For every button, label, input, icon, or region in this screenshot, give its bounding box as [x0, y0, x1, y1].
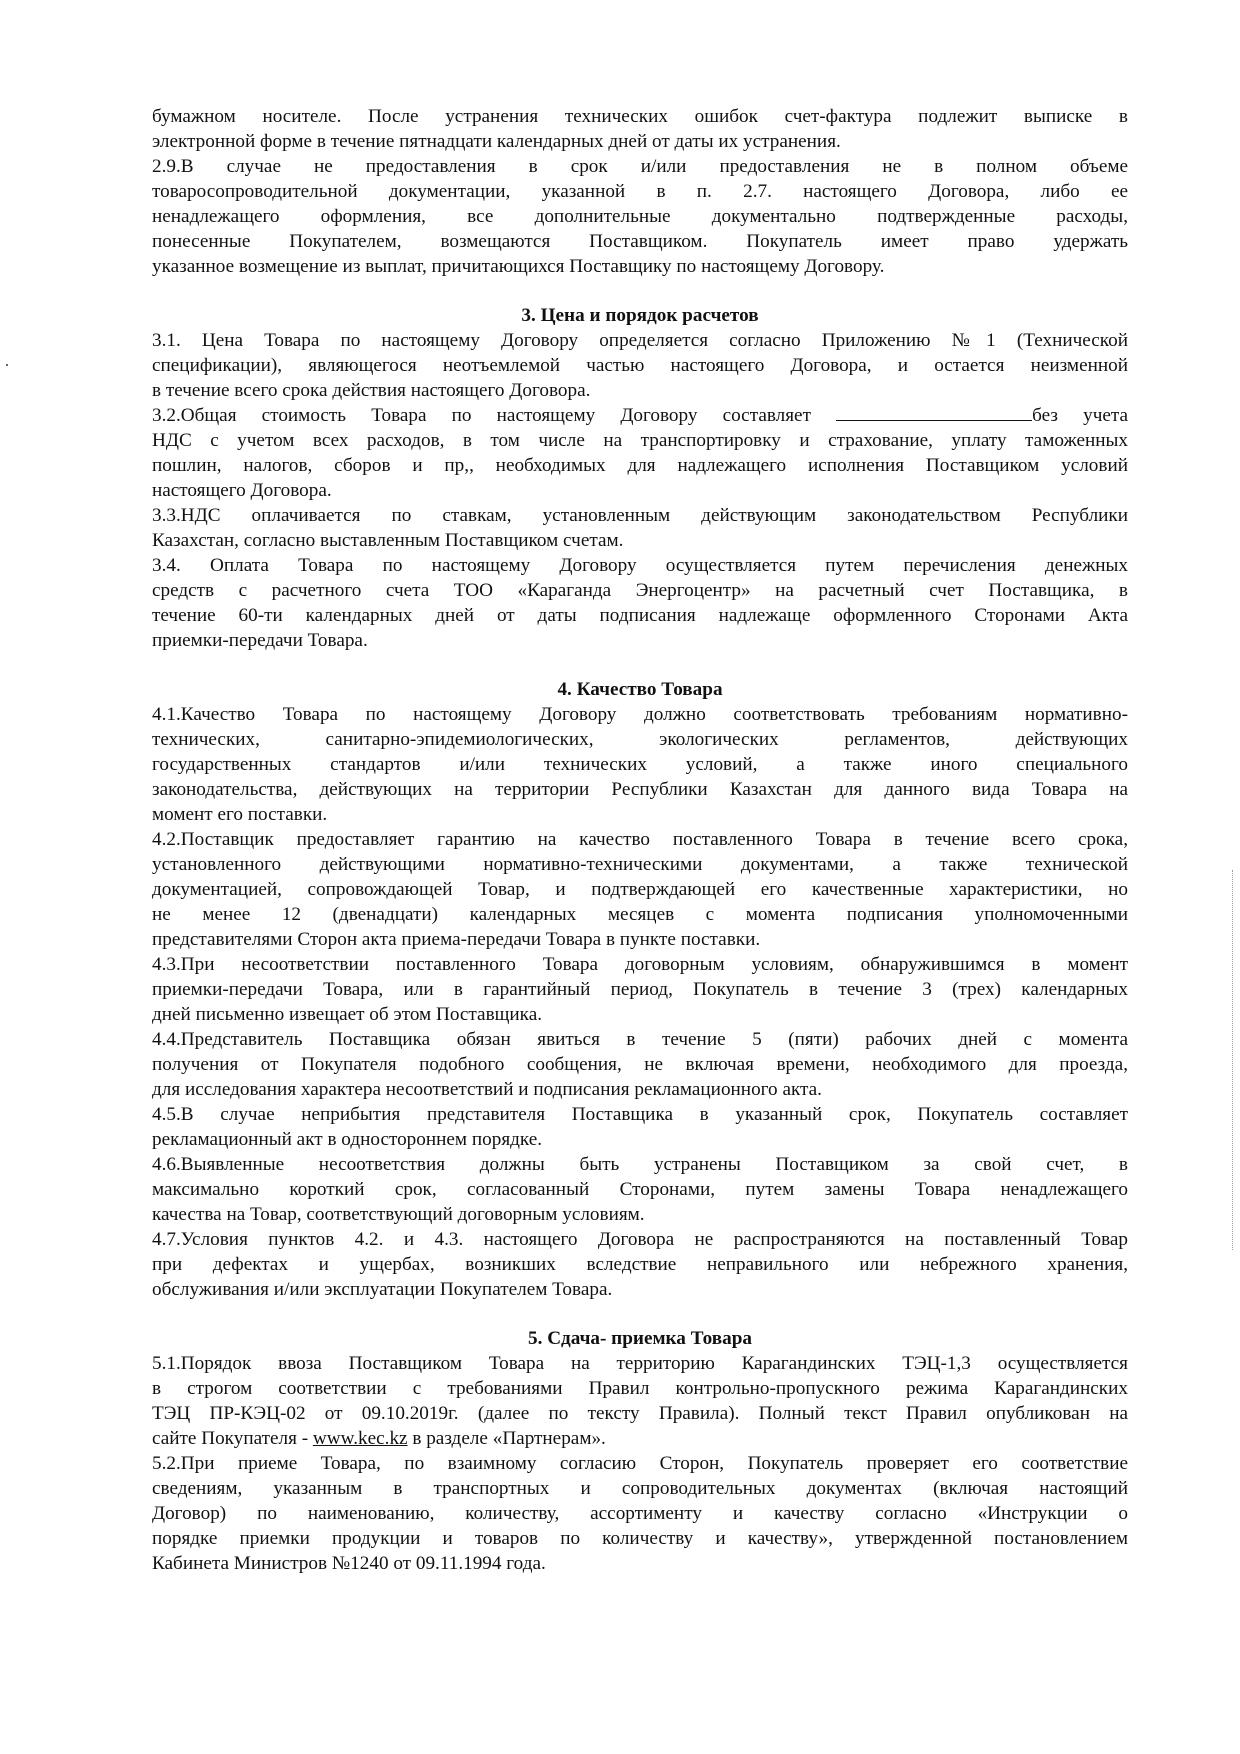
text-line: приемки-передачи Товара, или в гарантийный период, Покупатель в течение 3 (трех) календарных [152, 979, 1128, 1000]
text-line: указанное возмещение из выплат, причитающихся Поставщику по настоящему Договору. [152, 256, 885, 277]
text-line: дней письменно извещает об этом Поставщика. [152, 1004, 543, 1025]
text-line: приемки-передачи Товара. [152, 630, 368, 651]
section-spacer [152, 279, 1128, 303]
amount-blank-field [836, 404, 1032, 421]
text-line: момент его поставки. [152, 804, 328, 825]
text-line: настоящего Договора. [152, 480, 332, 501]
text-line: рекламационный акт в одностороннем порядке. [152, 1129, 543, 1150]
paragraph-4-6 [152, 1152, 1128, 1227]
section-heading-4: 4. Качество Товара [557, 679, 723, 700]
scan-edge-artifact [1232, 870, 1233, 1250]
text-line: ТЭЦ ПР-КЭЦ-02 от 09.10.2019г. (далее по тексту Правила). Полный текст Правил опубликован на [152, 1403, 1128, 1424]
text-line: обслуживания и/или эксплуатации Покупателем Товара. [152, 1279, 613, 1300]
paragraph-3-2 [152, 403, 1128, 503]
section-heading-5: 5. Сдача- приемка Товара [528, 1328, 752, 1349]
text-line: установленного действующими нормативно-техническими документами, а также технической [152, 854, 1128, 875]
text-line: государственных стандартов и/или технических условий, а также иного специального [152, 754, 1128, 775]
text-line: Договор) по наименованию, количеству, ассортименту и качеству согласно «Инструкции о [152, 1503, 1128, 1524]
paragraph-4-2 [152, 827, 1128, 952]
paragraph-4-1 [152, 702, 1128, 827]
text-line-with-link [152, 1426, 1128, 1451]
text-line: 3.1. Цена Товара по настоящему Договору определяется согласно Приложению №1 (Технической [152, 330, 1128, 351]
text-line: ненадлежащего оформления, все дополнительные документально подтвержденные расходы, [152, 206, 1128, 227]
text-line: 4.1.Качество Товара по настоящему Договору должно соответствовать требованиям нормативно- [152, 704, 1128, 725]
text-line: 4.3.При несоответствии поставленного Товара договорным условиям, обнаружившимся в момент [152, 954, 1128, 975]
text-line: средств с расчетного счета ТОО «Караганда Энергоцентр» на расчетный счет Поставщика, в [152, 580, 1128, 601]
text-fragment: без учета [1032, 405, 1128, 426]
text-line: технических, санитарно-эпидемиологических, экологических регламентов, действующих [152, 729, 1128, 750]
document-body [152, 104, 1128, 1576]
section-heading-3: 3. Цена и порядок расчетов [521, 305, 759, 326]
text-line: получения от Покупателя подобного сообщения, не включая времени, необходимого для проезда, [152, 1054, 1128, 1075]
text-line: понесенные Покупателем, возмещаются Поставщиком. Покупатель имеет право удержать [152, 231, 1128, 252]
section-spacer [152, 653, 1128, 677]
paragraph-4-3 [152, 952, 1128, 1027]
text-line: документацией, сопровождающей Товар, и подтверждающей его качественные характеристики, но [152, 879, 1128, 900]
text-line: Казахстан, согласно выставленным Поставщиком счетам. [152, 530, 624, 551]
paragraph-5-1 [152, 1351, 1128, 1451]
text-line: 4.6.Выявленные несоответствия должны быть устранены Поставщиком за свой счет, в [152, 1154, 1128, 1175]
text-line: 4.4.Представитель Поставщика обязан явиться в течение 5 (пяти) рабочих дней с момента [152, 1029, 1128, 1050]
text-line: при дефектах и ущербах, возникших вследствие неправильного или небрежного хранения, [152, 1254, 1128, 1275]
paragraph-3-4 [152, 553, 1128, 653]
text-line: пошлин, налогов, сборов и пр,, необходимых для надлежащего исполнения Поставщиком условий [152, 455, 1128, 476]
text-line: законодательства, действующих на территории Республики Казахстан для данного вида Товара на [152, 779, 1128, 800]
text-line: качества на Товар, соответствующий договорным условиям. [152, 1204, 645, 1225]
website-link[interactable]: www.kec.kz [312, 1428, 408, 1449]
text-line: порядке приемки продукции и товаров по количеству и качеству», утвержденной постановлением [152, 1528, 1128, 1549]
paragraph-3-1 [152, 328, 1128, 403]
text-line: 4.5.В случае неприбытия представителя Поставщика в указанный срок, Покупатель составляет [152, 1104, 1128, 1125]
section-spacer [152, 1302, 1128, 1326]
paragraph-4-7 [152, 1227, 1128, 1302]
text-line: в течение всего срока действия настоящего Договора. [152, 380, 591, 401]
text-fragment: 3.2.Общая стоимость Товара по настоящему Договору составляет [152, 405, 811, 426]
text-line: спецификации), являющегося неотъемлемой частью настоящего Договора, и остается неизменной [152, 355, 1128, 376]
text-line: 3.4. Оплата Товара по настоящему Договору осуществляется путем перечисления денежных [152, 555, 1128, 576]
text-line: в строгом соответствии с требованиями Правил контрольно-пропускного режима Карагандинских [152, 1378, 1128, 1399]
text-line: электронной форме в течение пятнадцати календарных дней от даты их устранения. [152, 131, 841, 152]
text-line: товаросопроводительной документации, указанной в п. 2.7. настоящего Договора, либо ее [152, 181, 1128, 202]
paragraph-4-4 [152, 1027, 1128, 1102]
text-line: Кабинета Министров №1240 от 09.11.1994 года. [152, 1553, 546, 1574]
text-line: бумажном носителе. После устранения технических ошибок счет-фактура подлежит выписке в [152, 106, 1128, 127]
text-line: 2.9.В случае не предоставления в срок и/или предоставления не в полном объеме [152, 156, 1128, 177]
text-fragment: сайте Покупателя - [152, 1428, 313, 1449]
text-line: 4.7.Условия пунктов 4.2. и 4.3. настоящего Договора не распространяются на поставленный Товар [152, 1229, 1128, 1250]
text-line: не менее 12 (двенадцати) календарных месяцев с момента подписания уполномоченными [152, 904, 1128, 925]
text-line: 4.2.Поставщик предоставляет гарантию на качество поставленного Товара в течение всего срока, [152, 829, 1128, 850]
paragraph-3-3 [152, 503, 1128, 553]
text-line: представителями Сторон акта приема-передачи Товара в пункте поставки. [152, 929, 761, 950]
paragraph-4-5 [152, 1102, 1128, 1152]
text-line: 3.3.НДС оплачивается по ставкам, установленным действующим законодательством Республики [152, 505, 1128, 526]
paragraph-2-9 [152, 154, 1128, 279]
text-line-with-blank [152, 403, 1128, 428]
text-line: течение 60-ти календарных дней от даты подписания надлежаще оформленного Сторонами Акта [152, 605, 1128, 626]
text-fragment: в разделе «Партнерам». [407, 1428, 606, 1449]
text-line: 5.2.При приеме Товара, по взаимному согласию Сторон, Покупатель проверяет его соответствие [152, 1453, 1128, 1474]
paragraph-2-8-continuation [152, 104, 1128, 154]
text-line: для исследования характера несоответствий и подписания рекламационного акта. [152, 1079, 822, 1100]
text-line: максимально короткий срок, согласованный Сторонами, путем замены Товара ненадлежащего [152, 1179, 1128, 1200]
scan-dot-artifact [6, 364, 8, 366]
text-line: НДС с учетом всех расходов, в том числе на транспортировку и страхование, уплату таможенных [152, 430, 1128, 451]
text-line: 5.1.Порядок ввоза Поставщиком Товара на территорию Карагандинских ТЭЦ-1,3 осуществляется [152, 1353, 1128, 1374]
text-line: сведениям, указанным в транспортных и сопроводительных документах (включая настоящий [152, 1478, 1128, 1499]
paragraph-5-2 [152, 1451, 1128, 1576]
